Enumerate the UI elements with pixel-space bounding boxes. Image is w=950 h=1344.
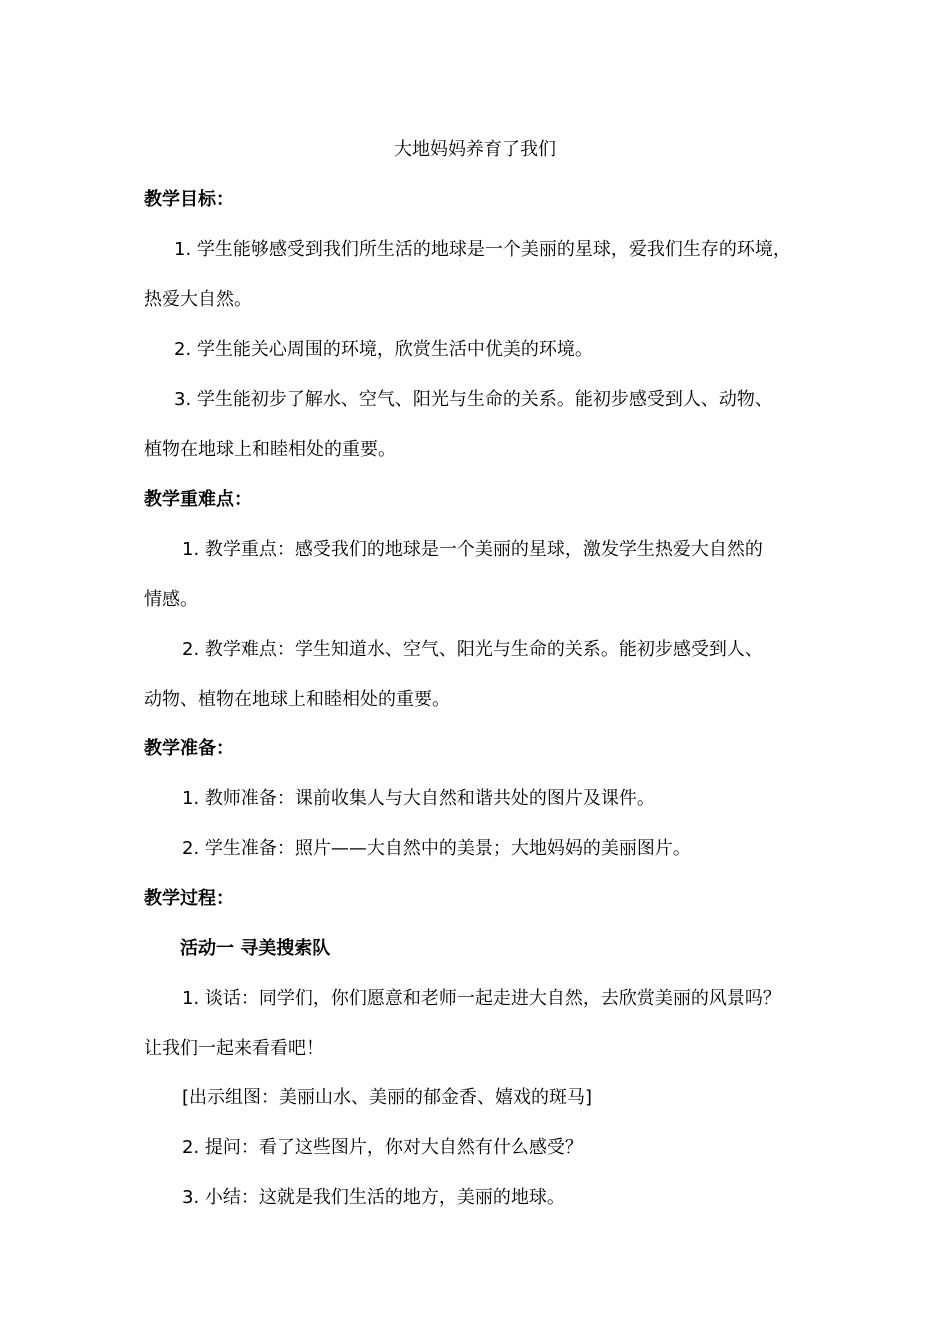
key-points-item-1-line-2: 情感。 (144, 589, 198, 610)
activity-1-title: 活动一 寻美搜索队 (180, 938, 331, 959)
goals-item-2: 2. 学生能关心周围的环境，欣赏生活中优美的环境。 (174, 339, 593, 360)
key-points-item-2-line-2: 动物、植物在地球上和睦相处的重要。 (144, 689, 450, 710)
key-points-heading: 教学重难点： (144, 489, 252, 510)
preparation-item-2: 2. 学生准备：照片——大自然中的美景；大地妈妈的美丽图片。 (182, 838, 691, 859)
key-points-item-2-line-1: 2. 教学难点：学生知道水、空气、阳光与生命的关系。能初步感受到人、 (182, 639, 763, 660)
process-item-1-line-2: 让我们一起来看看吧！ (144, 1038, 324, 1059)
preparation-item-1: 1. 教师准备：课前收集人与大自然和谐共处的图片及课件。 (182, 788, 655, 809)
goals-item-3-line-2: 植物在地球上和睦相处的重要。 (144, 439, 396, 460)
document-title: 大地妈妈养育了我们 (394, 139, 556, 160)
goals-item-1-line-2: 热爱大自然。 (144, 289, 252, 310)
key-points-item-1-line-1: 1. 教学重点：感受我们的地球是一个美丽的星球，激发学生热爱大自然的 (182, 539, 763, 560)
process-item-2: 2. 提问：看了这些图片，你对大自然有什么感受？ (182, 1137, 583, 1158)
goals-item-3-line-1: 3. 学生能初步了解水、空气、阳光与生命的关系。能初步感受到人、动物、 (174, 389, 773, 410)
goals-item-1-line-1: 1. 学生能够感受到我们所生活的地球是一个美丽的星球，爱我们生存的环境， (174, 239, 791, 260)
process-item-3: 3. 小结：这就是我们生活的地方，美丽的地球。 (182, 1187, 565, 1208)
preparation-heading: 教学准备： (144, 738, 234, 759)
display-note: [出示组图：美丽山水、美丽的郁金香、嬉戏的斑马] (182, 1087, 593, 1108)
process-item-1-line-1: 1. 谈话：同学们，你们愿意和老师一起走进大自然，去欣赏美丽的风景吗？ (182, 988, 781, 1009)
process-heading: 教学过程： (144, 888, 234, 909)
goals-heading: 教学目标： (144, 189, 234, 210)
